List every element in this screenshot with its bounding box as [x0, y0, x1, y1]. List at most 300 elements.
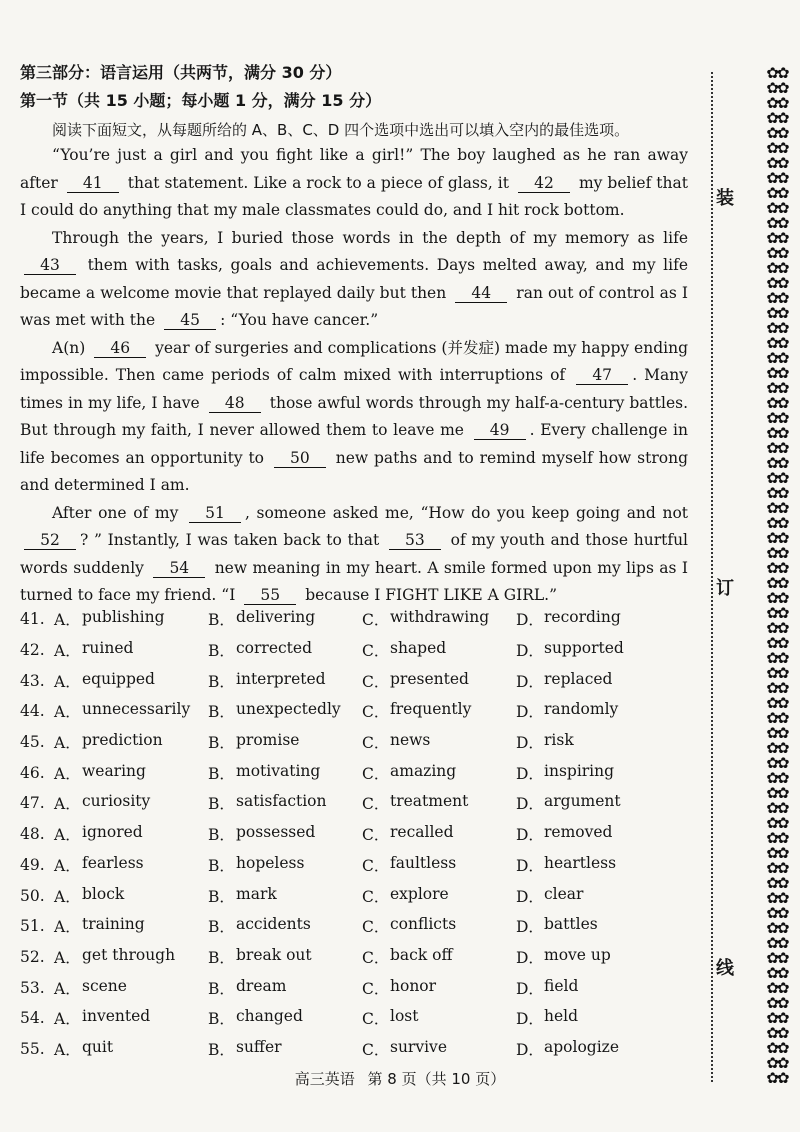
option-letter: D． [516, 918, 544, 937]
paragraph-4 [20, 500, 688, 610]
option-text: suffer [236, 1037, 282, 1056]
option-letter: D． [516, 672, 544, 691]
section-title: 第一节（共 15 小题；每小题 1 分，满分 15 分） [20, 91, 382, 110]
option-b [208, 700, 362, 722]
option-letter: D． [516, 948, 544, 967]
option-letter: C． [362, 1010, 390, 1029]
page-footer [0, 1068, 800, 1089]
option-row [20, 1003, 640, 1034]
passage-text: Through the years, I buried those words in the depth of my memory as life [52, 228, 688, 247]
option-text: delivering [236, 608, 316, 627]
option-b [208, 608, 362, 630]
option-a [54, 731, 208, 753]
question-number: 48. [20, 825, 45, 844]
passage-text: those awful words through my half-a-century battles. But through my faith, I never allowed them to leave me [20, 393, 689, 439]
binding-dotted-line [711, 72, 713, 1082]
part-title: 第三部分：语言运用（共两节，满分 30 分） [20, 63, 342, 82]
option-c [362, 731, 516, 753]
option-letter: A． [54, 826, 81, 845]
flower-icon: ✿✿ [766, 274, 788, 292]
passage-text: “You’re just a girl and you fight like a girl!” The boy laughed as he ran away after [20, 146, 688, 192]
option-d [516, 1038, 619, 1060]
exam-page [20, 60, 688, 610]
option-b [208, 792, 362, 814]
option-letter: B． [208, 734, 235, 753]
option-text: recording [544, 608, 621, 627]
question-number: 51. [20, 917, 45, 936]
option-letter: C． [362, 611, 390, 630]
option-text: news [390, 731, 431, 750]
option-row [20, 880, 640, 911]
option-letter: D． [516, 764, 544, 783]
flower-icon: ✿✿ [766, 724, 788, 742]
option-c [362, 977, 516, 999]
option-row [20, 757, 640, 788]
option-c [362, 608, 516, 630]
flower-icon: ✿✿ [766, 1009, 788, 1027]
option-c [362, 1038, 516, 1060]
option-letter: C． [362, 979, 390, 998]
flower-icon: ✿✿ [766, 709, 788, 727]
blank-51: 51 [189, 504, 241, 523]
option-d [516, 731, 574, 753]
flower-icon: ✿✿ [766, 649, 788, 667]
option-letter: C． [362, 856, 390, 875]
option-b [208, 670, 362, 692]
flower-icon: ✿✿ [766, 874, 788, 892]
flower-icon: ✿✿ [766, 694, 788, 712]
option-text: presented [390, 669, 469, 688]
option-letter: D． [516, 887, 544, 906]
option-text: corrected [236, 639, 313, 658]
option-letter: A． [54, 734, 81, 753]
passage-text: ? ” Instantly, I was taken back to that [80, 531, 385, 549]
flower-icon: ✿✿ [766, 829, 788, 847]
option-letter: D． [516, 703, 544, 722]
flower-icon: ✿✿ [766, 1069, 788, 1086]
option-a [54, 608, 208, 630]
option-b [208, 1038, 362, 1060]
blank-48: 48 [209, 394, 261, 413]
option-text: promise [236, 731, 300, 750]
flower-icon: ✿✿ [766, 259, 788, 277]
option-text: conflicts [390, 915, 457, 934]
option-text: prediction [82, 731, 163, 750]
option-letter: B． [208, 642, 235, 661]
option-a [54, 670, 208, 692]
option-letter: D． [516, 856, 544, 875]
option-row [20, 850, 640, 881]
option-c [362, 670, 516, 692]
question-number: 42. [20, 641, 45, 660]
option-text: clear [544, 884, 584, 903]
flower-icon: ✿✿ [766, 634, 788, 652]
option-letter: B． [208, 1040, 235, 1059]
option-letter: C． [362, 887, 390, 906]
flower-icon: ✿✿ [766, 484, 788, 502]
flower-icon: ✿✿ [766, 544, 788, 562]
option-text: faultless [390, 853, 457, 872]
flower-icon: ✿✿ [766, 619, 788, 637]
option-text: move up [544, 945, 611, 964]
option-letter: B． [208, 918, 235, 937]
paragraph-1 [20, 142, 688, 225]
option-letter: B． [208, 703, 235, 722]
flower-icon: ✿✿ [766, 979, 788, 997]
option-text: motivating [236, 761, 321, 780]
option-letter: D． [516, 611, 544, 630]
flower-icon: ✿✿ [766, 574, 788, 592]
binding-mark-ding: 订 [716, 570, 734, 604]
flower-icon: ✿✿ [766, 139, 788, 157]
option-letter: B． [208, 764, 235, 783]
flower-icon: ✿✿ [766, 754, 788, 772]
option-b [208, 977, 362, 999]
option-text: quit [82, 1037, 114, 1056]
flower-icon: ✿✿ [766, 154, 788, 172]
option-text: wearing [82, 761, 146, 780]
option-d [516, 915, 598, 937]
flower-icon: ✿✿ [766, 934, 788, 952]
option-text: held [544, 1007, 579, 1026]
option-text: risk [544, 731, 574, 750]
option-letter: A． [54, 1010, 81, 1029]
instruction: 阅读下面短文，从每题所给的 A、B、C、D 四个选项中选出可以填入空内的最佳选项。 [52, 121, 630, 139]
flower-icon: ✿✿ [766, 889, 788, 907]
flower-icon: ✿✿ [766, 109, 788, 127]
option-letter: C． [362, 795, 390, 814]
option-letter: D． [516, 734, 544, 753]
blank-52: 52 [24, 531, 76, 550]
option-letter: D． [516, 642, 544, 661]
question-number: 43. [20, 671, 45, 690]
option-a [54, 700, 208, 722]
option-text: dream [236, 976, 287, 995]
option-text: lost [390, 1007, 419, 1026]
option-a [54, 854, 208, 876]
paragraph-2 [20, 225, 688, 335]
flower-icon: ✿✿ [766, 994, 788, 1012]
question-number: 55. [20, 1039, 45, 1058]
passage-text: that statement. Like a rock to a piece of glass, it [122, 173, 514, 192]
passage-text: ran out of control as I was met with the [20, 283, 688, 329]
flower-icon: ✿✿ [766, 799, 788, 817]
option-a [54, 762, 208, 784]
option-text: changed [236, 1007, 303, 1026]
option-letter: B． [208, 948, 235, 967]
option-letter: B． [208, 856, 235, 875]
blank-53: 53 [389, 531, 441, 550]
option-text: break out [236, 945, 312, 964]
passage-text: : “You have cancer.” [220, 311, 379, 329]
option-a [54, 1038, 208, 1060]
blank-49: 49 [474, 421, 526, 440]
option-letter: A． [54, 979, 81, 998]
option-letter: B． [208, 826, 235, 845]
flower-icon: ✿✿ [766, 559, 788, 577]
flower-icon: ✿✿ [766, 514, 788, 532]
blank-54: 54 [153, 559, 205, 578]
option-c [362, 700, 516, 722]
option-d [516, 946, 611, 968]
option-letter: C． [362, 672, 390, 691]
option-row [20, 819, 640, 850]
flower-icon: ✿✿ [766, 199, 788, 217]
option-text: publishing [82, 608, 165, 627]
flower-icon: ✿✿ [766, 94, 788, 112]
option-letter: A． [54, 703, 81, 722]
option-text: treatment [390, 792, 469, 811]
passage-text: year of surgeries and complications (并发症) made my happy ending impossible. Then came periods of calm mixed with interruptions of [20, 338, 688, 384]
question-number: 46. [20, 763, 45, 782]
option-row [20, 942, 640, 973]
option-row [20, 635, 640, 666]
question-number: 49. [20, 855, 45, 874]
question-number: 44. [20, 702, 45, 721]
option-letter: D． [516, 795, 544, 814]
blank-46: 46 [94, 339, 146, 358]
option-letter: A． [54, 764, 81, 783]
passage-text: After one of my [52, 503, 185, 522]
binding-mark-xian: 线 [716, 950, 734, 984]
option-letter: D． [516, 1040, 544, 1059]
flower-icon: ✿✿ [766, 229, 788, 247]
option-letter: D． [516, 979, 544, 998]
flower-icon: ✿✿ [766, 904, 788, 922]
flower-icon: ✿✿ [766, 859, 788, 877]
flower-icon: ✿✿ [766, 169, 788, 187]
option-text: possessed [236, 823, 316, 842]
option-d [516, 823, 612, 845]
option-letter: A． [54, 672, 81, 691]
flower-icon: ✿✿ [766, 1039, 788, 1057]
blank-43: 43 [24, 256, 76, 275]
option-a [54, 915, 208, 937]
option-a [54, 1007, 208, 1029]
flower-icon: ✿✿ [766, 1024, 788, 1042]
flower-icon: ✿✿ [766, 679, 788, 697]
flower-icon: ✿✿ [766, 454, 788, 472]
flower-icon: ✿✿ [766, 184, 788, 202]
question-number: 53. [20, 978, 45, 997]
blank-42: 42 [518, 174, 570, 193]
passage-text: . Many times in my life, I have [20, 366, 688, 412]
option-c [362, 885, 516, 907]
question-number: 47. [20, 794, 45, 813]
question-number: 45. [20, 733, 45, 752]
option-b [208, 885, 362, 907]
blank-44: 44 [455, 284, 507, 303]
option-letter: A． [54, 887, 81, 906]
option-b [208, 823, 362, 845]
option-b [208, 731, 362, 753]
option-letter: A． [54, 611, 81, 630]
blank-41: 41 [67, 174, 119, 193]
option-text: withdrawing [390, 608, 490, 627]
option-row [20, 972, 640, 1003]
blank-47: 47 [576, 366, 628, 385]
option-c [362, 1007, 516, 1029]
flower-icon: ✿✿ [766, 334, 788, 352]
flower-icon: ✿✿ [766, 319, 788, 337]
flower-icon: ✿✿ [766, 604, 788, 622]
option-text: satisfaction [236, 792, 327, 811]
option-text: survive [390, 1037, 447, 1056]
option-a [54, 639, 208, 661]
option-row [20, 665, 640, 696]
flower-icon: ✿✿ [766, 769, 788, 787]
option-letter: A． [54, 918, 81, 937]
option-text: ruined [82, 639, 134, 658]
option-letter: C． [362, 948, 390, 967]
passage-text: new paths and to remind myself how strong and determined I am. [20, 448, 689, 494]
option-letter: A． [54, 948, 81, 967]
option-text: mark [236, 884, 277, 903]
passage-text: , someone asked me, “How do you keep going and not [244, 503, 689, 522]
flower-icon: ✿✿ [766, 919, 788, 937]
passage-text: . Every challenge in life becomes an opportunity to [20, 421, 688, 467]
option-row [20, 911, 640, 942]
option-d [516, 700, 618, 722]
option-letter: C． [362, 1040, 390, 1059]
option-text: recalled [390, 823, 454, 842]
option-text: accidents [236, 915, 311, 934]
option-letter: C． [362, 642, 390, 661]
option-text: block [82, 884, 125, 903]
option-letter: C． [362, 734, 390, 753]
option-text: invented [82, 1007, 151, 1026]
flower-icon: ✿✿ [766, 409, 788, 427]
option-d [516, 977, 578, 999]
option-d [516, 762, 614, 784]
option-text: randomly [544, 700, 619, 719]
flower-icon: ✿✿ [766, 814, 788, 832]
question-number: 52. [20, 947, 45, 966]
option-letter: B． [208, 887, 235, 906]
option-text: training [82, 915, 145, 934]
flower-icon: ✿✿ [766, 289, 788, 307]
option-c [362, 792, 516, 814]
option-text: interpreted [236, 669, 326, 688]
footer-subject: 高三英语 [294, 1070, 355, 1088]
option-c [362, 946, 516, 968]
option-text: frequently [390, 700, 472, 719]
option-a [54, 977, 208, 999]
option-c [362, 915, 516, 937]
option-letter: B． [208, 611, 235, 630]
blank-50: 50 [274, 449, 326, 468]
option-text: explore [390, 884, 449, 903]
flower-icon: ✿✿ [766, 529, 788, 547]
option-text: scene [82, 976, 127, 995]
option-c [362, 854, 516, 876]
paragraph-3 [20, 335, 688, 500]
option-text: unnecessarily [82, 700, 191, 719]
option-text: equipped [82, 669, 155, 688]
option-letter: A． [54, 856, 81, 875]
option-letter: C． [362, 826, 390, 845]
flower-icon: ✿✿ [766, 589, 788, 607]
option-row [20, 1034, 640, 1065]
passage-text: new meaning in my heart. A smile formed upon my lips as I turned to face my friend. “I [20, 558, 689, 604]
option-letter: A． [54, 642, 81, 661]
option-text: amazing [390, 761, 457, 780]
option-c [362, 639, 516, 661]
option-text: removed [544, 823, 613, 842]
option-text: argument [544, 792, 621, 811]
option-text: back off [390, 945, 453, 964]
option-text: inspiring [544, 761, 615, 780]
option-d [516, 639, 624, 661]
flower-icon: ✿✿ [766, 1054, 788, 1072]
option-b [208, 946, 362, 968]
option-text: apologize [544, 1037, 620, 1056]
passage-text: A(n) [52, 338, 91, 357]
option-text: honor [390, 976, 437, 995]
blank-45: 45 [164, 311, 216, 330]
binding-mark-zhuang: 装 [716, 180, 734, 214]
flower-icon: ✿✿ [766, 844, 788, 862]
option-row [20, 727, 640, 758]
option-letter: B． [208, 795, 235, 814]
option-text: get through [82, 945, 176, 964]
option-d [516, 854, 616, 876]
option-d [516, 670, 612, 692]
option-letter: B． [208, 672, 235, 691]
flower-icon: ✿✿ [766, 664, 788, 682]
flower-icon: ✿✿ [766, 469, 788, 487]
option-d [516, 1007, 578, 1029]
option-text: field [544, 976, 579, 995]
flower-icon: ✿✿ [766, 214, 788, 232]
flower-icon: ✿✿ [766, 394, 788, 412]
option-letter: B． [208, 1010, 235, 1029]
flower-icon: ✿✿ [766, 66, 788, 82]
flower-icon: ✿✿ [766, 949, 788, 967]
question-number: 41. [20, 610, 45, 629]
option-a [54, 885, 208, 907]
option-b [208, 915, 362, 937]
option-a [54, 792, 208, 814]
option-letter: A． [54, 795, 81, 814]
question-number: 54. [20, 1009, 45, 1028]
option-d [516, 608, 621, 630]
option-c [362, 823, 516, 845]
option-row [20, 604, 640, 635]
option-a [54, 823, 208, 845]
option-text: curiosity [82, 792, 151, 811]
passage-text: them with tasks, goals and achievements. Days melted away, and my life became a welcome movie that replayed daily but then [20, 256, 688, 302]
option-b [208, 1007, 362, 1029]
option-text: battles [544, 915, 598, 934]
question-number: 50. [20, 886, 45, 905]
flower-icon: ✿✿ [766, 439, 788, 457]
flower-icon: ✿✿ [766, 499, 788, 517]
option-d [516, 885, 583, 907]
flower-icon: ✿✿ [766, 784, 788, 802]
decorative-flower-border [760, 66, 794, 1086]
option-text: heartless [544, 853, 617, 872]
option-letter: D． [516, 826, 544, 845]
option-d [516, 792, 621, 814]
option-row [20, 696, 640, 727]
flower-icon: ✿✿ [766, 379, 788, 397]
flower-icon: ✿✿ [766, 424, 788, 442]
option-b [208, 762, 362, 784]
flower-icon: ✿✿ [766, 124, 788, 142]
option-letter: C． [362, 703, 390, 722]
option-letter: C． [362, 918, 390, 937]
